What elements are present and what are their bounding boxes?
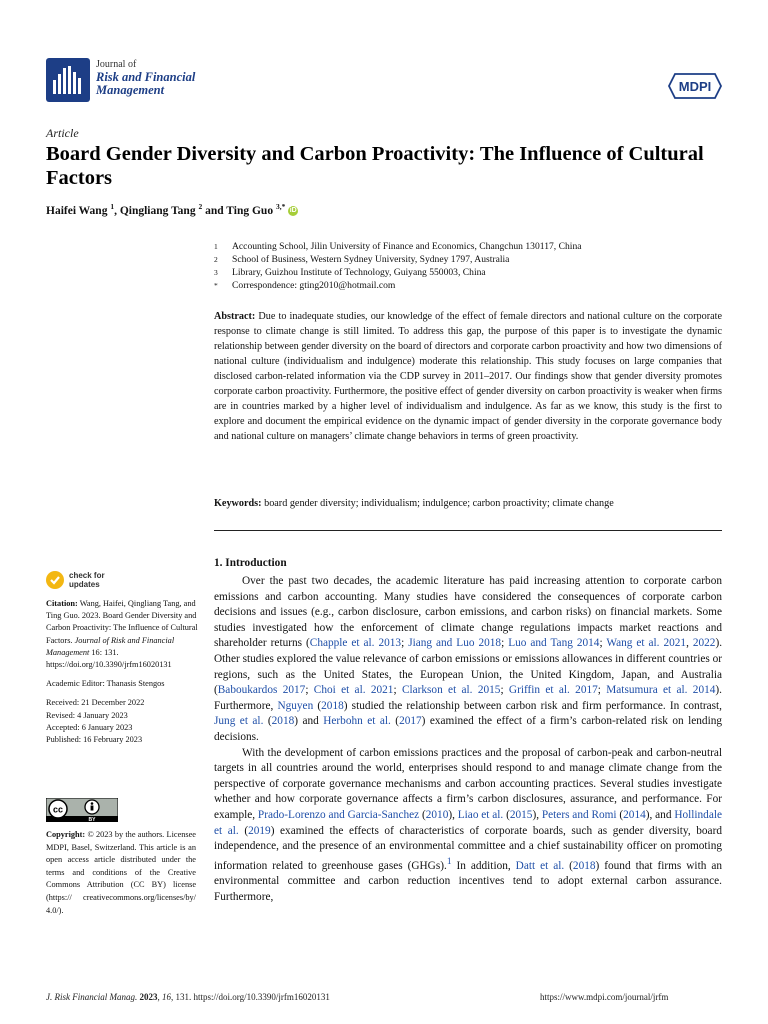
text-run: ). Furthermore, bbox=[214, 684, 722, 712]
text-run: ; bbox=[305, 684, 314, 697]
journal-of-text: Journal of bbox=[96, 59, 137, 70]
section-divider bbox=[214, 530, 722, 531]
author-name[interactable]: Ting Guo bbox=[226, 204, 274, 217]
citation-link[interactable]: Liao et al. bbox=[457, 808, 504, 821]
check-updates-icon bbox=[46, 571, 64, 589]
footnote-link[interactable]: 1 bbox=[446, 856, 452, 867]
published-date: Published: 16 February 2023 bbox=[46, 735, 143, 745]
paragraph bbox=[214, 746, 722, 906]
affiliation-row bbox=[214, 240, 714, 253]
text-run: ( bbox=[263, 715, 272, 728]
footer-journal: J. Risk Financial Manag. bbox=[46, 992, 138, 1002]
affiliation-row bbox=[214, 253, 714, 266]
citation-link[interactable]: Peters and Romi bbox=[541, 808, 617, 821]
citation-link[interactable]: Wang et al. 2021 bbox=[606, 637, 687, 650]
affiliation-text: Accounting School, Jilin University of Finance and Economics, Changchun 130117, China bbox=[232, 241, 582, 252]
text-run: ; bbox=[500, 684, 509, 697]
mdpi-logo bbox=[667, 72, 723, 100]
citation-label: Citation: bbox=[46, 599, 78, 608]
citation-link[interactable]: Datt et al. bbox=[515, 859, 565, 872]
affiliation-row bbox=[214, 279, 714, 292]
cc-by-license-badge[interactable] bbox=[46, 798, 118, 822]
keywords-text: board gender diversity; individualism; indulgence; carbon proactivity; climate change bbox=[264, 498, 614, 509]
citation-link[interactable]: 2022 bbox=[692, 637, 716, 650]
citation-link[interactable]: Baboukardos 2017 bbox=[217, 684, 306, 697]
copyright-label: Copyright: bbox=[46, 830, 86, 839]
citation-doi[interactable]: 16: 131. https://doi.org/10.3390/jrfm16020131 bbox=[46, 647, 172, 670]
correspondence-text[interactable]: Correspondence: gting2010@hotmail.com bbox=[232, 280, 396, 291]
citation-journal: Journal of Risk and Financial Management bbox=[46, 635, 175, 657]
text-run: ( bbox=[564, 859, 573, 872]
author-affil-sup: 2 bbox=[198, 202, 203, 211]
citation-link[interactable]: 2019 bbox=[248, 824, 271, 837]
footer-journal-url[interactable]: https://www.mdpi.com/journal/jrfm bbox=[540, 992, 669, 1002]
affiliation-text: Library, Guizhou Institute of Technology, Guiyang 550003, China bbox=[232, 267, 486, 278]
check-updates-label bbox=[69, 571, 105, 589]
affiliation-number: * bbox=[214, 281, 218, 290]
received-date: Received: 21 December 2022 bbox=[46, 698, 145, 708]
author-list: Haifei Wang $^1$, Qingliang Tang $^2$ and Ting Guo $^{3,*}$ iD bbox=[46, 202, 297, 217]
journal-title-line2: Management bbox=[96, 83, 165, 97]
accepted-date: Accepted: 6 January 2023 bbox=[46, 722, 133, 732]
affiliation-number: 3 bbox=[214, 268, 218, 277]
citation-link[interactable]: Choi et al. 2021 bbox=[313, 684, 394, 697]
text-run: ( bbox=[313, 699, 322, 712]
citation-link[interactable]: Luo and Tang 2014 bbox=[508, 637, 600, 650]
citation-link[interactable]: 2010 bbox=[425, 808, 449, 821]
text-run: ; bbox=[401, 637, 409, 650]
citation-link[interactable]: 2014 bbox=[623, 808, 646, 821]
citation-link[interactable]: 2018 bbox=[271, 715, 295, 728]
text-run: In addition, bbox=[451, 859, 516, 872]
article-type: Article bbox=[46, 126, 79, 140]
check-updates-line1: check for bbox=[69, 571, 105, 580]
text-run: ; bbox=[599, 637, 607, 650]
text-run: ) found that firms with an environmental committee and carbon reduction incentives tend to adopt external carbon assurance. Furthermore, bbox=[214, 859, 722, 903]
section-heading-introduction: 1. Introduction bbox=[214, 557, 287, 569]
abstract-label: Abstract: bbox=[214, 311, 256, 322]
citation bbox=[46, 598, 198, 671]
affiliation-number: 2 bbox=[214, 255, 218, 264]
author-name[interactable]: Haifei Wang bbox=[46, 204, 108, 217]
text-run: ) examined the effects of characteristics of corporate boards, such as gender diversity, board independence, and the presence of an environmental committee and a chief sustainability officer on promoting information related to greenhouse gases (GHGs). bbox=[214, 824, 722, 872]
affiliation-text: School of Business, Western Sydney University, Sydney 1797, Australia bbox=[232, 254, 510, 265]
citation-link[interactable]: 2017 bbox=[399, 715, 422, 728]
citation-link[interactable]: Chapple et al. 2013 bbox=[309, 637, 402, 650]
citation-link[interactable]: Nguyen bbox=[277, 699, 314, 712]
citation-link[interactable]: 2015 bbox=[509, 808, 533, 821]
text-run: ( bbox=[419, 808, 426, 821]
affiliation-row bbox=[214, 266, 714, 279]
citation-text: Wang, Haifei, Qingliang Tang, and Ting Guo. 2023. Board Gender Diversity and Carbon Proactivity: The Influence of Cultural Factors. bbox=[46, 599, 198, 645]
text-run: , bbox=[686, 637, 693, 650]
footer-citation: J. Risk Financial Manag. 2023, 16, 131. https://doi.org/10.3390/jrfm16020131 bbox=[46, 992, 330, 1002]
citation-link[interactable]: Herbohn et al. bbox=[323, 715, 391, 728]
text-run: ). Other studies explored the value relevance of carbon emissions or emissions allowances in different countries or regions, such as the United States, the European Union, the United Kingdom, Japan, and Australia ( bbox=[214, 637, 723, 697]
text-run: ( bbox=[616, 808, 624, 821]
text-run: ; bbox=[393, 684, 402, 697]
author-name[interactable]: Qingliang Tang bbox=[119, 204, 196, 217]
keywords bbox=[214, 497, 722, 511]
svg-text:BY: BY bbox=[88, 817, 96, 822]
footer-year: 2023 bbox=[139, 992, 158, 1002]
svg-text:cc: cc bbox=[52, 804, 64, 815]
citation-link[interactable]: 2018 bbox=[321, 699, 344, 712]
author-affil-sup: 1 bbox=[110, 202, 115, 211]
citation-link[interactable]: Clarkson et al. 2015 bbox=[401, 684, 501, 697]
article-info-sidebar bbox=[46, 598, 198, 746]
revised-date: Revised: 4 January 2023 bbox=[46, 710, 128, 720]
paper-title: Board Gender Diversity and Carbon Proactivity: The Influence of Cultural Factors bbox=[46, 143, 704, 189]
text-run: ( bbox=[503, 808, 510, 821]
check-for-updates-button[interactable] bbox=[46, 571, 105, 589]
citation-link[interactable]: Prado-Lorenzo and Garcia-Sanchez bbox=[257, 808, 420, 821]
text-run: ; bbox=[501, 637, 509, 650]
abstract bbox=[214, 309, 722, 444]
citation-link[interactable]: 2018 bbox=[572, 859, 596, 872]
copyright-notice bbox=[46, 829, 196, 917]
text-run: ) studied the relationship between carbon risk and firm performance. In contrast, bbox=[343, 699, 722, 712]
journal-logo bbox=[46, 58, 90, 102]
footer-volume: 16 bbox=[161, 992, 171, 1002]
paragraph bbox=[214, 574, 722, 746]
orcid-icon[interactable]: iD bbox=[289, 207, 297, 215]
text-run: ( bbox=[390, 715, 400, 728]
abstract-text: Due to inadequate studies, our knowledge of the effect of female directors and national culture on the corporate response to climate change is still limited. To address this gap, the purpose of this paper is to investigate the dynamic relationship between gender diversity on the board of directors and corporate carbon proactivity and how two dimensions of national culture (individualism and indulgence) moderate this relationship. This study focuses on large companies that disclosed carbon-related information via the CDP survey in 2011–2017. Our findings show that gender diversity promotes corporate carbon proactivity. Furthermore, the positive effect of gender diversity on carbon proactivity is weaker when firms are in countries marked by a higher level of individualism and indulgence. As far as we know, this study is the first to explore and document the empirical evidence on the dynamic impact of gender diversity in the corporate governance body and national culture on managers’ climate change behaviors in terms of green proactivity. bbox=[214, 311, 722, 442]
affiliation-number: 1 bbox=[214, 242, 218, 251]
body-text bbox=[214, 574, 722, 905]
citation-link[interactable]: Matsumura et al. 2014 bbox=[606, 684, 716, 697]
citation-link[interactable]: Jung et al. bbox=[214, 715, 264, 728]
keywords-label: Keywords: bbox=[214, 498, 262, 509]
text-run: ( bbox=[238, 824, 249, 837]
copyright-text: © 2023 by the authors. Licensee MDPI, Basel, Switzerland. This article is an open access article distributed under the terms and conditions of the Creative Commons Attribution (CC BY) license (https:// creativecommons.org/licenses/by/ 4.0/). bbox=[46, 830, 196, 915]
affiliations bbox=[214, 240, 714, 292]
journal-title-line1: Risk and Financial bbox=[96, 70, 196, 84]
citation-link[interactable]: Hollindale et al. bbox=[214, 808, 722, 837]
text-run: With the development of carbon emissions practices and the proposal of carbon-peak and carbon-neutral targets in all countries around the world, enterprises should respond to and manage climate change from the perspective of corporate governance mechanisms and carbon accounting practices. Several studies investigate whether and how corporate governance affects a firm’s carbon disclosures, assurance, and performance. For example, bbox=[214, 746, 722, 821]
text-run: ) and bbox=[294, 715, 324, 728]
academic-editor: Academic Editor: Thanasis Stengos bbox=[46, 679, 165, 689]
text-run: ; bbox=[597, 684, 607, 697]
citation-link[interactable]: Jiang and Luo 2018 bbox=[408, 637, 502, 650]
text-run: ) examined the effect of a firm’s carbon-related risk on lending decisions. bbox=[214, 715, 723, 743]
footer-doi[interactable]: , 131. https://doi.org/10.3390/jrfm16020131 bbox=[170, 992, 330, 1002]
text-run: ), bbox=[448, 808, 458, 821]
citation-link[interactable]: Griffin et al. 2017 bbox=[508, 684, 598, 697]
check-updates-line2: updates bbox=[69, 580, 100, 589]
journal-name bbox=[96, 58, 195, 97]
text-run: ), bbox=[532, 808, 542, 821]
author-affil-sup: 3,* bbox=[275, 202, 286, 211]
text-run: ), and bbox=[645, 808, 675, 821]
svg-text:MDPI: MDPI bbox=[678, 79, 712, 94]
text-run: Over the past two decades, the academic literature has paid increasing attention to corporate carbon emissions and carbon accounting. Many studies have considered the consequences of corporate carbon decisions and issues (e.g., carbon disclosure, carbon emissions, and carbon risks) on financial markets. Some studies investigated how the enforcement of climate change regulations impacts market reactions and shareholder returns ( bbox=[214, 575, 722, 650]
